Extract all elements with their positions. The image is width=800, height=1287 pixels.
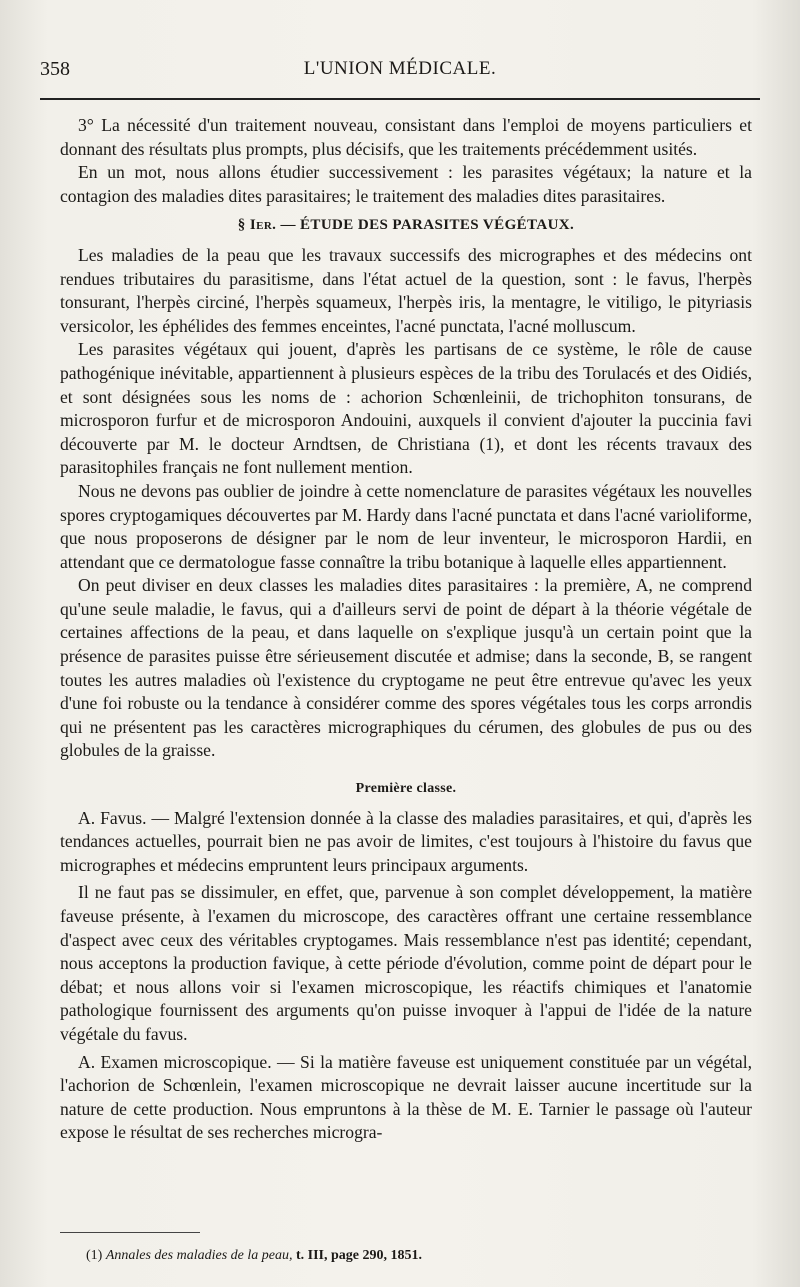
footnote-rule [60,1232,200,1233]
page-header [40,58,760,88]
paragraph: A. Favus. — Malgré l'extension donnée à la classe des maladies parasitaires, et qui, d'après les tendances actuelles, pourrait bien ne pas avoir de limites, c'est toujours à l'histoire du favus que micrographes et médecins empruntent leurs principaux arguments. [60,807,752,875]
subsection-title: Première classe. [355,781,457,797]
footnote-reference: t. III, page 290, 1851. [295,1248,422,1263]
paragraph: On peut diviser en deux classes les maladies dites parasitaires : la première, A, ne comprend qu'une seule maladie, le favus, qui a d'ailleurs servi de point de départ à la théorie végétale de certaines affections de la peau, et dans laquelle on s'explique jusqu'à un certain point que la présence de parasites puisse être sérieusement discutée et admise; dans la seconde, B, se rangent toutes les autres maladies où l'existence du cryptogame ne peut être entrevue qu'avec les yeux d'une foi robuste ou la tendance à considérer comme des spores végétales tous les corps arrondis qui ne présentent pas les caractères micrographiques du cérumen, des globules de pus ou des globules de la graisse. [60,575,752,761]
page-number: 358 [40,58,70,80]
header-rule [40,98,760,100]
paragraph: A. Examen microscopique. — Si la matière faveuse est uniquement constituée par un végétal, l'achorion de Schœnlein, l'examen microscopique ne devrait laisser aucune incertitude sur la nature de cette production. Nous empruntons à la thèse de M. E. Tarnier le passage où l'auteur expose le résultat de ses recherches microgra- [60,1051,752,1143]
paragraph: Nous ne devons pas oublier de joindre à cette nomenclature de parasites végétaux les nouvelles spores cryptogamiques découvertes par M. Hardy dans l'acné punctata et dans l'acné varioliforme, que nous proposerons de désigner par le nom de leur inventeur, le microsporon Hardii, en attendant que ce dermatologue fasse connaître la tribu botanique à laquelle elles appartiennent. [60,480,752,572]
paragraph: 3° La nécessité d'un traitement nouveau, consistant dans l'emploi de moyens particuliers et donnant des résultats plus prompts, plus décisifs, que les traitements précédemment usités. [60,115,752,159]
section-title: § Ier. — ÉTUDE DES PARASITES VÉGÉTAUX. [237,217,575,234]
paragraph: Les parasites végétaux qui jouent, d'après les partisans de ce système, le rôle de cause pathogénique inévitable, appartiennent à plusieurs espèces de la tribu des Torulacés et des Oidiés, et sont désignées sous les noms de : achorion Schœnleinii, de trichophiton tonsurans, de microsporon furfur et de microsporon Andouini, auxquels il convient d'ajouter la puccinia favi découverte par M. le docteur Arndtsen, de Christiana (1), et dont les récents travaux des parasitophiles français ne font nullement mention. [60,339,752,478]
footnote-marker: (1) [86,1248,103,1263]
article-body [60,114,752,1145]
footnote [86,1248,740,1264]
paragraph: Il ne faut pas se dissimuler, en effet, que, parvenue à son complet développement, la matière faveuse présente, à l'examen du microscope, des caractères offrant une certaine ressemblance d'aspect avec ceux des véritables cryptogames. Mais ressemblance n'est pas identité; cependant, nous acceptons la production favique, à cette période d'évolution, comme point de départ pour le débat; et nous allons voir si l'examen microscopique, les réactifs chimiques et l'anatomie pathologique fournissent des arguments qu'on puisse invoquer à l'appui de l'idée de la nature végétale du favus. [60,882,752,1044]
paragraph: Les maladies de la peau que les travaux successifs des micrographes et des médecins ont rendues tributaires du parasitisme, dans l'état actuel de la question, sont : le favus, l'herpès tonsurant, l'herpès circiné, l'herpès squameux, l'herpès iris, la mentagre, le vitiligo, le pityriasis versicolor, les éphélides des femmes enceintes, l'acné punctata, l'acné molluscum. [60,244,752,336]
paragraph: En un mot, nous allons étudier successivement : les parasites végétaux; la nature et la contagion des maladies dites parasitaires; le traitement des maladies dites parasitaires. [60,162,752,206]
running-title: L'UNION MÉDICALE. [303,58,497,79]
footnote-title: Annales des maladies de la peau, [105,1248,293,1263]
